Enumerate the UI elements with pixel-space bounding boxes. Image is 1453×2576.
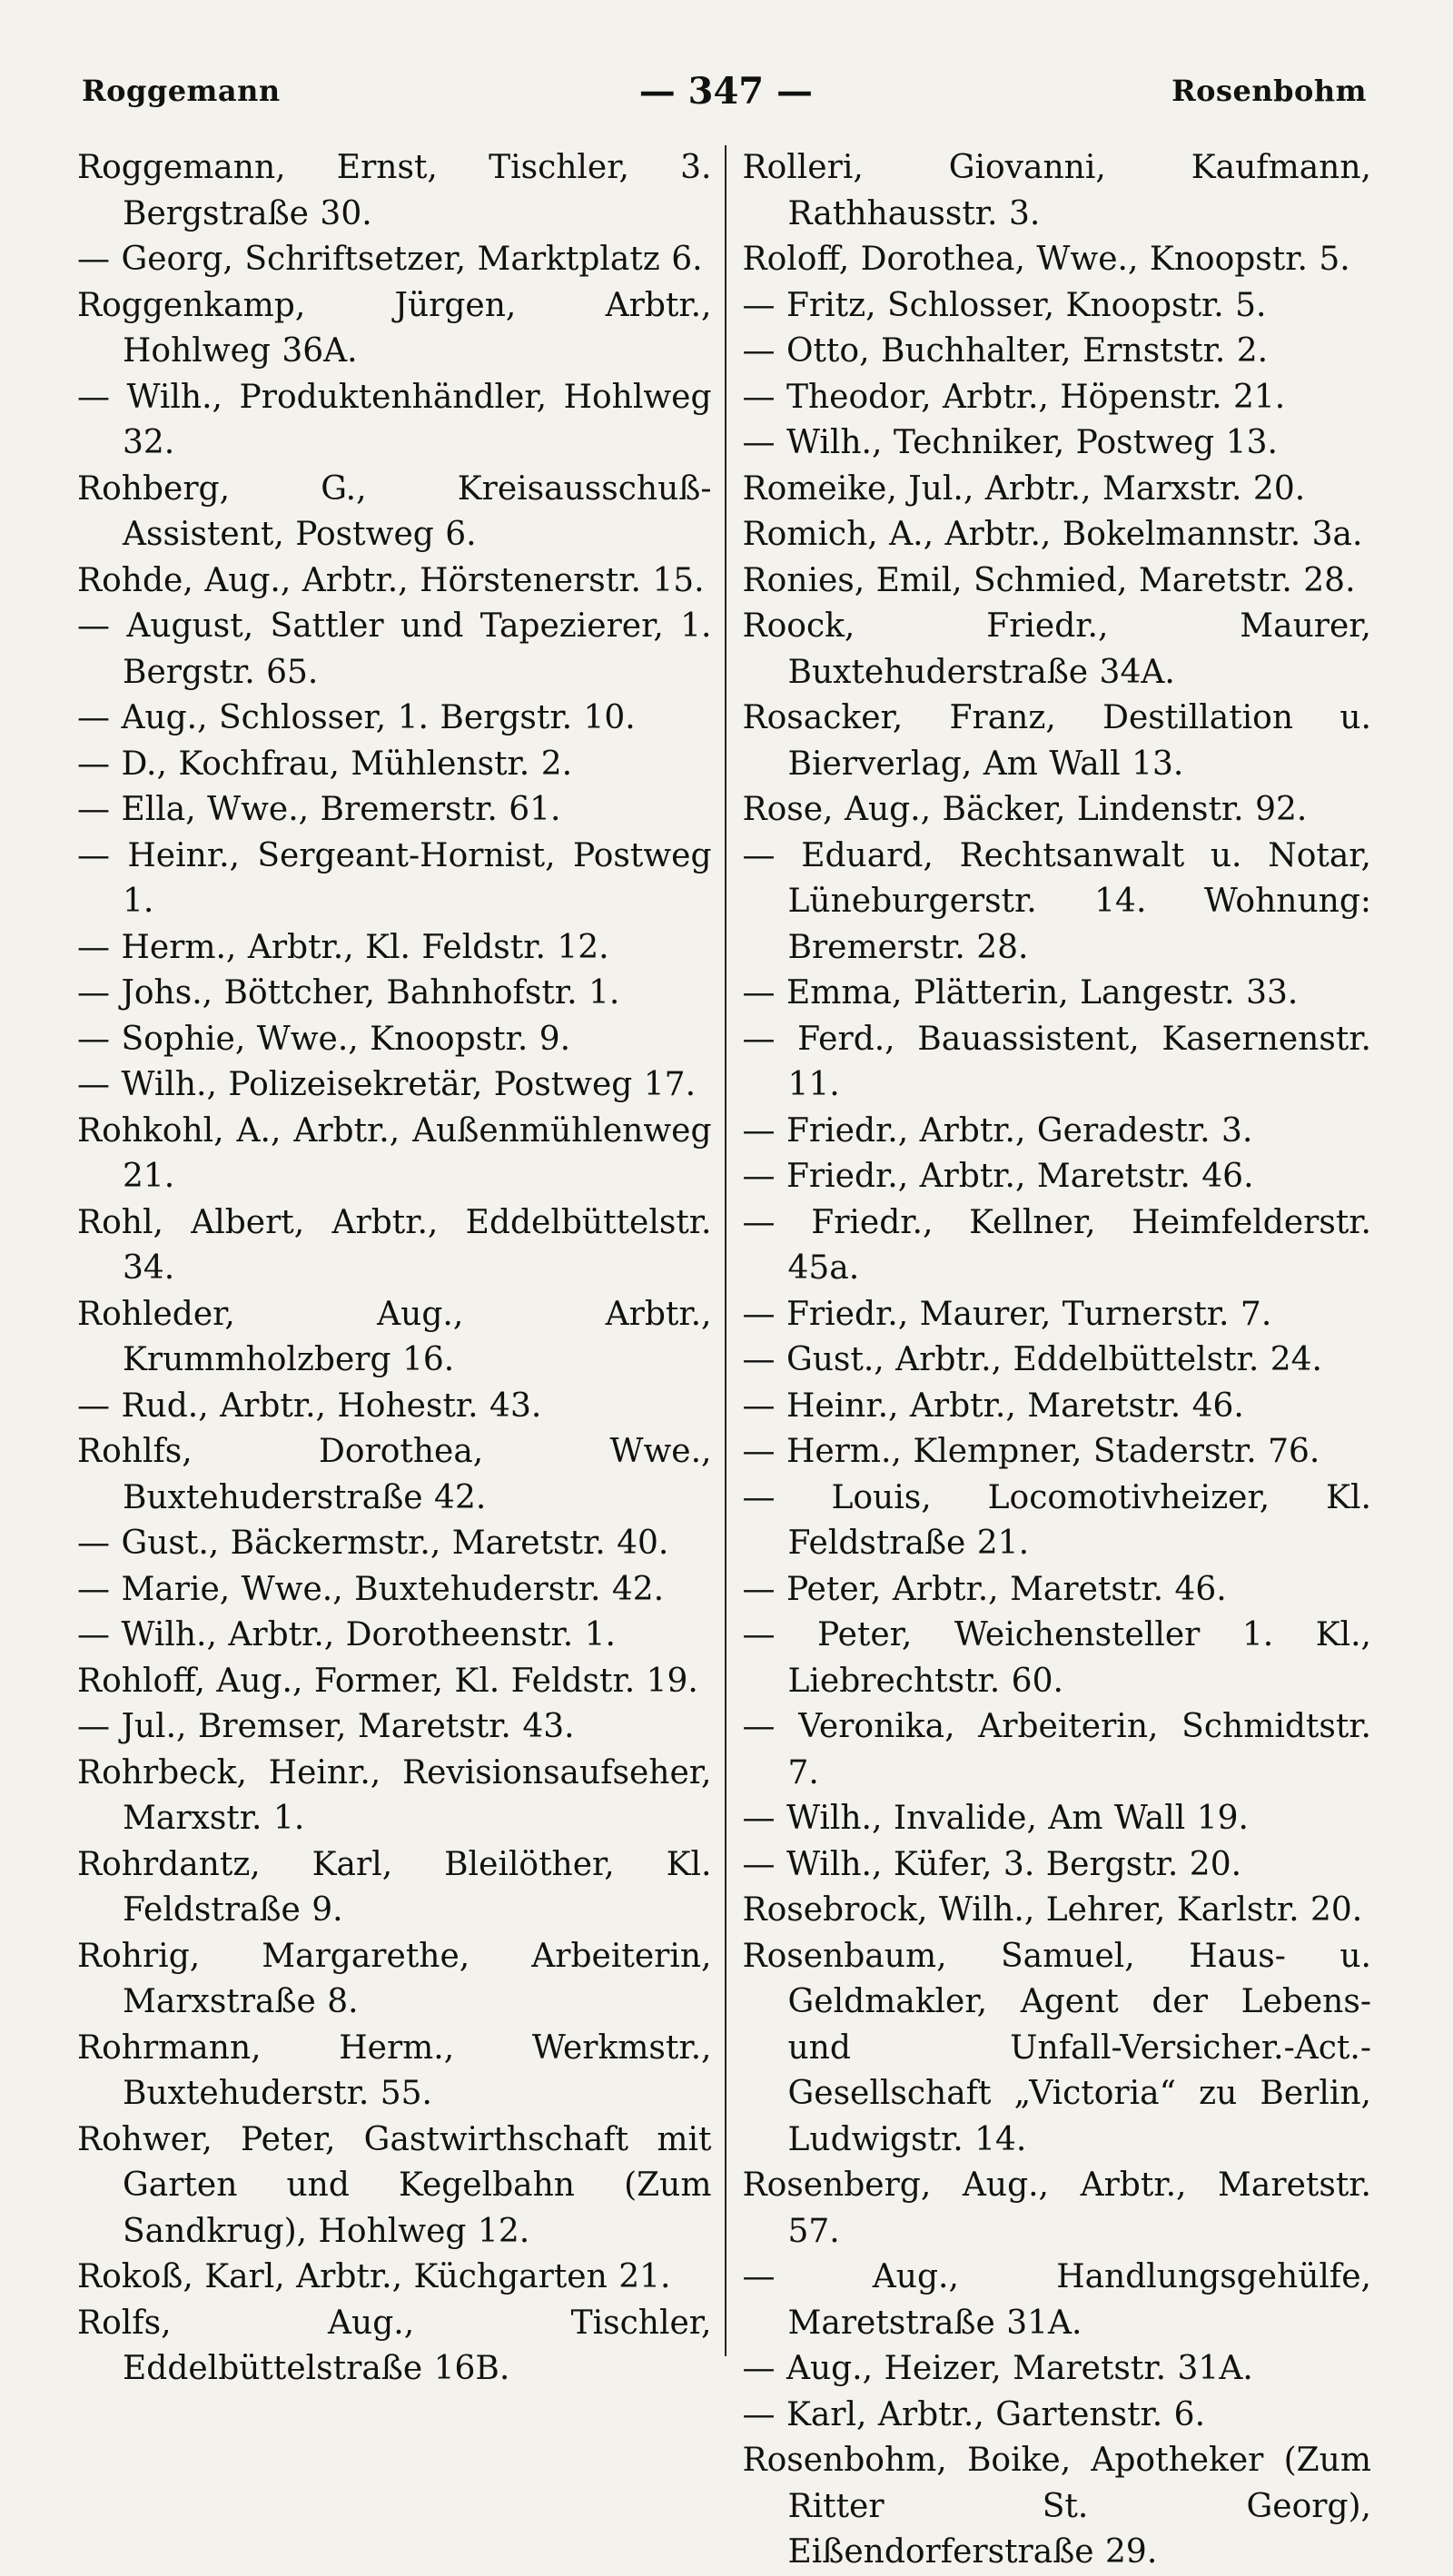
directory-entry: Rolfs, Aug., Tischler, Eddelbüttelstraße 16B. [77,2304,712,2387]
directory-entry: — Wilh., Produktenhändler, Hohlweg 32. [77,378,712,461]
directory-entry: — Heinr., Arbtr., Maretstr. 46. [742,1387,1244,1425]
directory-entry: — Wilh., Arbtr., Dorotheenstr. 1. [77,1616,616,1653]
directory-entry: — Gust., Bäckermstr., Maretstr. 40. [77,1525,669,1562]
directory-entry: — Heinr., Sergeant-Hornist, Postweg 1. [77,836,712,920]
directory-entry: Roggemann, Ernst, Tischler, 3. Bergstraße 30. [77,149,712,232]
directory-entry: Roggenkamp, Jürgen, Arbtr., Hohlweg 36A. [77,286,712,370]
directory-entry: Rokoß, Karl, Arbtr., Küchgarten 21. [77,2258,671,2295]
directory-entry: — Peter, Arbtr., Maretstr. 46. [742,1570,1227,1608]
directory-entry: Rohrdantz, Karl, Bleilöther, Kl. Feldstraße 9. [77,1845,712,1929]
directory-entry: — Friedr., Maurer, Turnerstr. 7. [742,1295,1272,1333]
directory-entry: — Georg, Schriftsetzer, Marktplatz 6. [77,241,703,278]
directory-entry: Rosenberg, Aug., Arbtr., Maretstr. 57. [742,2166,1371,2250]
directory-entry: — Wilh., Techniker, Postweg 13. [742,424,1278,461]
directory-entry: Rolleri, Giovanni, Kaufmann, Rathhausstr. 3. [742,149,1371,232]
directory-entry: — D., Kochfrau, Mühlenstr. 2. [77,745,573,783]
directory-entry: — Friedr., Arbtr., Maretstr. 46. [742,1158,1254,1195]
directory-entry: — Wilh., Küfer, 3. Bergstr. 20. [742,1845,1242,1883]
directory-entry: Romeike, Jul., Arbtr., Marxstr. 20. [742,469,1306,508]
page-header [82,64,1367,118]
directory-entry: — Aug., Handlungsgehülfe, Maretstraße 31A. [742,2258,1371,2342]
directory-entry: Roloff, Dorothea, Wwe., Knoopstr. 5. [742,241,1350,278]
directory-entry: Ronies, Emil, Schmied, Maretstr. 28. [742,561,1356,599]
directory-entry: — Jul., Bremser, Maretstr. 43. [77,1708,575,1745]
directory-entry: — Sophie, Wwe., Knoopstr. 9. [77,1020,571,1058]
directory-entry: — Rud., Arbtr., Hohestr. 43. [77,1387,542,1425]
directory-entry: Rohberg, G., Kreisausschuß-Assistent, Postweg 6. [77,469,712,553]
directory-entry: Rohrig, Margarethe, Arbeiterin, Marxstraße 8. [77,1937,712,2020]
directory-entry: Rohleder, Aug., Arbtr., Krummholzberg 16. [77,1295,712,1378]
directory-entry: Rohlfs, Dorothea, Wwe., Buxtehuderstraße 42. [77,1433,712,1516]
directory-entry: — Veronika, Arbeiterin, Schmidtstr. 7. [742,1708,1371,1791]
left-column [77,145,725,2387]
directory-entry: — Wilh., Invalide, Am Wall 19. [742,1800,1249,1837]
page-number: — 347 — [638,69,814,113]
directory-entry: — Gust., Arbtr., Eddelbüttelstr. 24. [742,1341,1322,1378]
directory-entry: Rohrmann, Herm., Werkmstr., Buxtehuderstr. 55. [77,2028,712,2112]
directory-entry: Rohl, Albert, Arbtr., Eddelbüttelstr. 34. [77,1203,712,1287]
directory-entry: — Louis, Locomotivheizer, Kl. Feldstraße 21. [742,1478,1371,1562]
directory-entry: Rohwer, Peter, Gastwirthschaft mit Garten und Kegelbahn (Zum Sandkrug), Hohlweg 12. [77,2120,712,2250]
directory-entry: — Friedr., Kellner, Heimfelderstr. 45a. [742,1203,1371,1287]
directory-entry: Rosebrock, Wilh., Lehrer, Karlstr. 20. [742,1891,1363,1929]
directory-entry: — Emma, Plätterin, Langestr. 33. [742,974,1299,1012]
directory-entry: — Aug., Heizer, Maretstr. 31A. [742,2350,1253,2387]
directory-entry: Rose, Aug., Bäcker, Lindenstr. 92. [742,791,1308,828]
directory-entry: Roock, Friedr., Maurer, Buxtehuderstraße 34A. [742,607,1371,691]
directory-entry: — Fritz, Schlosser, Knoopstr. 5. [742,286,1267,324]
directory-entry: Rosenbohm, Boike, Apotheker (Zum Ritter St. Georg), Eißendorferstraße 29. [742,2442,1371,2571]
directory-entry: — August, Sattler und Tapezierer, 1. Bergstr. 65. [77,607,712,691]
running-head-right: Rosenbohm [1171,74,1367,108]
directory-entry: — Peter, Weichensteller 1. Kl., Liebrechtstr. 60. [742,1616,1371,1700]
directory-entry: Romich, A., Arbtr., Bokelmannstr. 3a. [742,516,1363,553]
directory-entry: — Wilh., Polizeisekretär, Postweg 17. [77,1066,697,1103]
directory-entry: — Friedr., Arbtr., Geradestr. 3. [742,1111,1253,1150]
directory-entry: — Marie, Wwe., Buxtehuderstr. 42. [77,1570,665,1608]
directory-entry: — Ferd., Bauassistent, Kasernenstr. 11. [742,1020,1371,1103]
directory-entry: — Johs., Böttcher, Bahnhofstr. 1. [77,974,620,1012]
running-head-left: Roggemann [82,74,281,108]
directory-entry: Rohloff, Aug., Former, Kl. Feldstr. 19. [77,1662,698,1700]
directory-entry: — Theodor, Arbtr., Höpenstr. 21. [742,378,1286,416]
directory-entry: — Eduard, Rechtsanwalt u. Notar, Lüneburgerstr. 14. Wohnung: Bremerstr. 28. [742,836,1371,966]
directory-entry: Rosenbaum, Samuel, Haus- u. Geldmakler, Agent der Lebens- und Unfall-Versicher.-Act.-Gesellschaft „Victoria“ zu Berlin, Ludwigstr. 14. [742,1937,1371,2158]
directory-entry: — Otto, Buchhalter, Ernststr. 2. [742,332,1269,370]
directory-entry: — Herm., Arbtr., Kl. Feldstr. 12. [77,928,609,966]
directory-entry: Rosacker, Franz, Destillation u. Bierverlag, Am Wall 13. [742,699,1371,783]
directory-entry: — Herm., Klempner, Staderstr. 76. [742,1433,1320,1470]
directory-entry: — Aug., Schlosser, 1. Bergstr. 10. [77,699,636,736]
directory-entry: — Ella, Wwe., Bremerstr. 61. [77,791,561,828]
directory-entry: Rohrbeck, Heinr., Revisionsaufseher, Marxstr. 1. [77,1753,712,1837]
right-column [725,145,1372,2571]
directory-entry: Rohkohl, A., Arbtr., Außenmühlenweg 21. [77,1111,712,1195]
directory-entry: Rohde, Aug., Arbtr., Hörstenerstr. 15. [77,561,705,599]
directory-columns [77,145,1371,2571]
directory-entry: — Karl, Arbtr., Gartenstr. 6. [742,2395,1206,2433]
